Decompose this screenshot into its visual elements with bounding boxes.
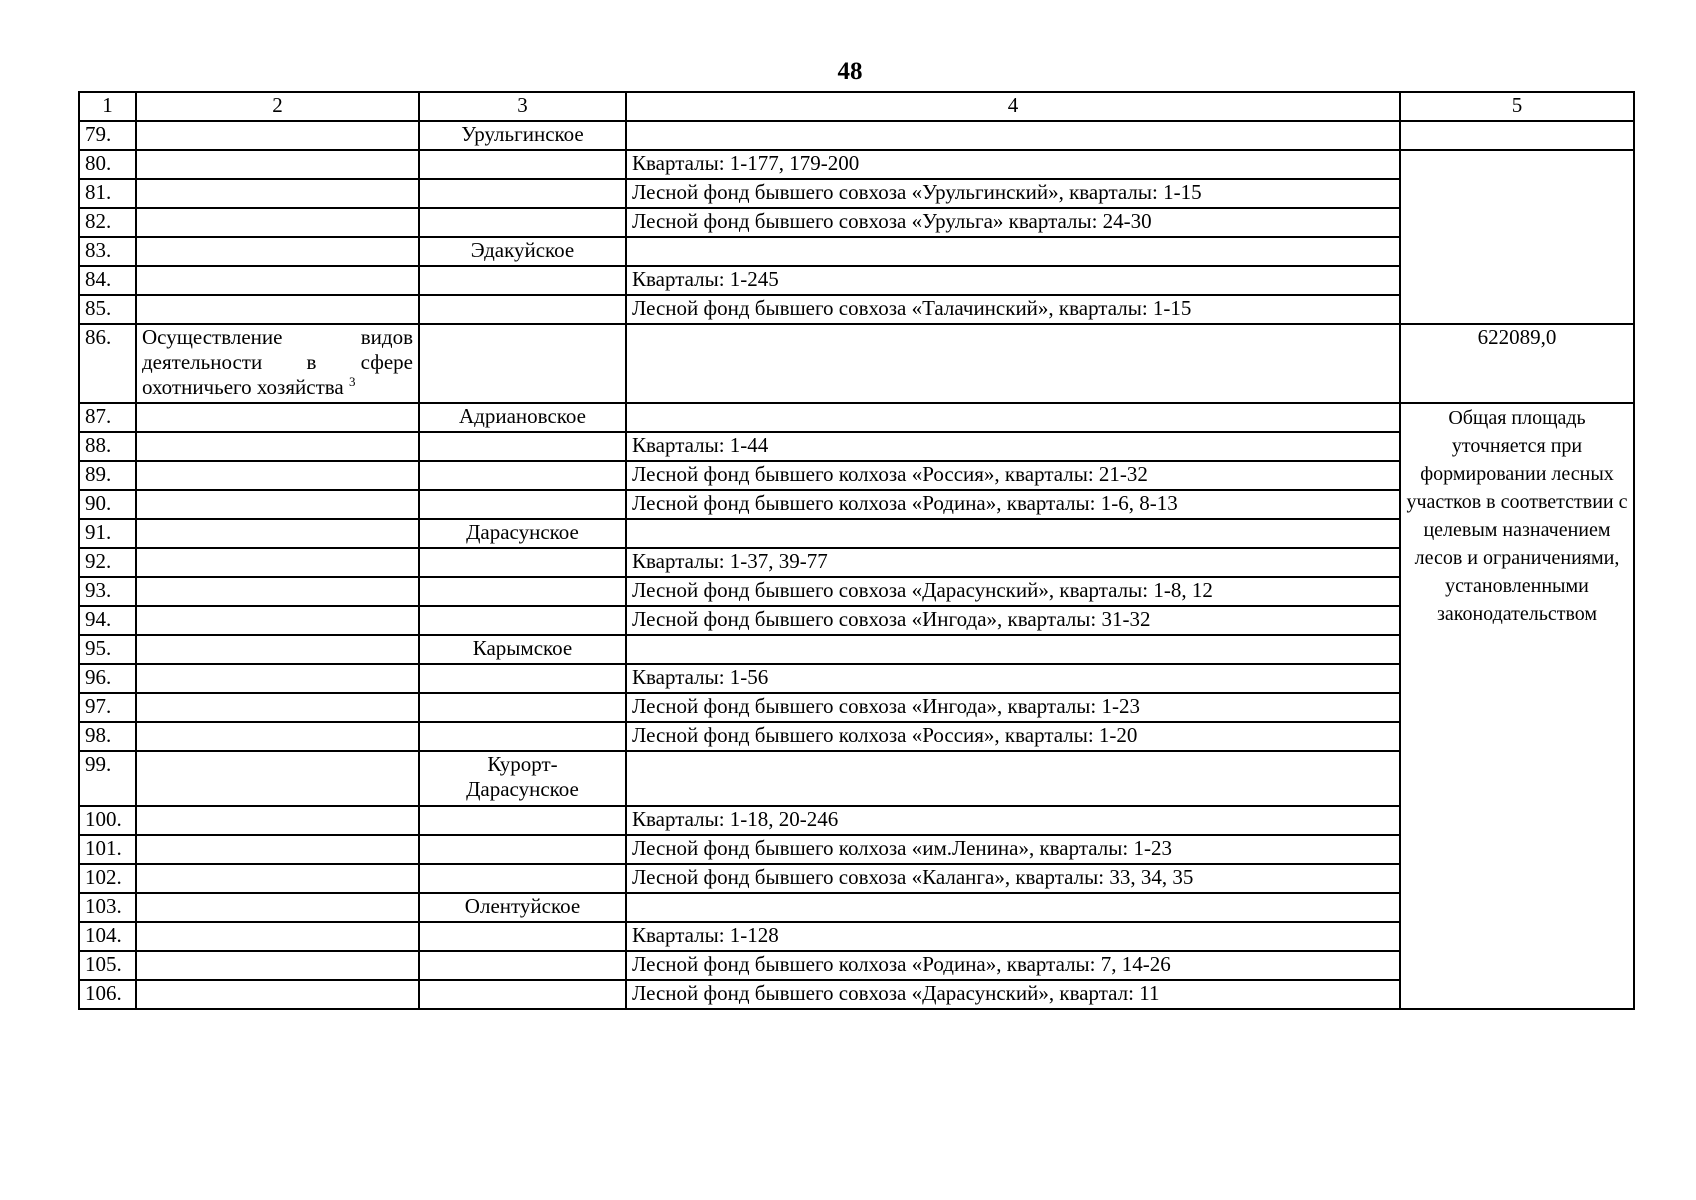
- activity-cell: [136, 864, 419, 893]
- activity-cell: [136, 835, 419, 864]
- activity-cell: [136, 951, 419, 980]
- activity-cell: [136, 519, 419, 548]
- row-number: 82.: [79, 208, 136, 237]
- description-cell: Лесной фонд бывшего совхоза «Ингода», кварталы: 1-23: [626, 693, 1400, 722]
- description-cell: Кварталы: 1-177, 179-200: [626, 150, 1400, 179]
- forestry-cell: [419, 722, 626, 751]
- footnote-mark: 3: [348, 374, 356, 389]
- description-cell: Кварталы: 1-37, 39-77: [626, 548, 1400, 577]
- header-col-5: 5: [1400, 92, 1634, 121]
- activity-cell: [136, 806, 419, 835]
- row-number: 92.: [79, 548, 136, 577]
- row-number: 103.: [79, 893, 136, 922]
- forestry-cell: [419, 208, 626, 237]
- row-number: 79.: [79, 121, 136, 150]
- row-number: 81.: [79, 179, 136, 208]
- row-number: 98.: [79, 722, 136, 751]
- activity-cell: [136, 635, 419, 664]
- description-cell: Кварталы: 1-18, 20-246: [626, 806, 1400, 835]
- row-number: 94.: [79, 606, 136, 635]
- activity-cell: [136, 893, 419, 922]
- forestry-cell: [419, 951, 626, 980]
- area-value: 622089,0: [1400, 324, 1634, 403]
- row-number: 91.: [79, 519, 136, 548]
- row-number: 88.: [79, 432, 136, 461]
- description-cell: Лесной фонд бывшего совхоза «Талачинский», кварталы: 1-15: [626, 295, 1400, 324]
- forestry-cell: [419, 693, 626, 722]
- activity-cell: [136, 324, 419, 403]
- forestry-cell: [419, 432, 626, 461]
- activity-cell: [136, 432, 419, 461]
- row-number: 85.: [79, 295, 136, 324]
- forestry-cell: [419, 295, 626, 324]
- row-number: 90.: [79, 490, 136, 519]
- description-cell: [626, 237, 1400, 266]
- description-cell: Лесной фонд бывшего колхоза «им.Ленина», кварталы: 1-23: [626, 835, 1400, 864]
- row-number: 87.: [79, 403, 136, 432]
- area-note: Общая площадь уточняется при формировании лесных участков в соответствии с целевым назначением лесов и ограничениями, установленными законодательством: [1400, 403, 1634, 1009]
- description-cell: Лесной фонд бывшего колхоза «Родина», кварталы: 1-6, 8-13: [626, 490, 1400, 519]
- activity-cell: [136, 980, 419, 1009]
- table-row: [79, 121, 1634, 150]
- activity-cell: [136, 461, 419, 490]
- activity-cell: [136, 751, 419, 806]
- forestry-cell: Карымское: [419, 635, 626, 664]
- table-row: [79, 150, 1634, 179]
- activity-cell: [136, 208, 419, 237]
- description-cell: Кварталы: 1-245: [626, 266, 1400, 295]
- table-row: [79, 403, 1634, 432]
- forestry-cell: [419, 461, 626, 490]
- row-number: 89.: [79, 461, 136, 490]
- activity-cell: [136, 266, 419, 295]
- forestry-cell: Дарасунское: [419, 519, 626, 548]
- forestry-cell: Олентуйское: [419, 893, 626, 922]
- description-cell: Лесной фонд бывшего совхоза «Дарасунский», кварталы: 1-8, 12: [626, 577, 1400, 606]
- forestry-cell: [419, 835, 626, 864]
- activity-cell: [136, 179, 419, 208]
- header-col-3: 3: [419, 92, 626, 121]
- description-cell: [626, 893, 1400, 922]
- row-number: 101.: [79, 835, 136, 864]
- description-cell: [626, 519, 1400, 548]
- description-cell: [626, 324, 1400, 403]
- header-row: [79, 92, 1634, 121]
- row-number: 100.: [79, 806, 136, 835]
- page-number: 48: [837, 58, 863, 85]
- description-cell: Кварталы: 1-44: [626, 432, 1400, 461]
- description-cell: [626, 635, 1400, 664]
- description-cell: Лесной фонд бывшего совхоза «Урульга» кварталы: 24-30: [626, 208, 1400, 237]
- description-cell: Лесной фонд бывшего совхоза «Урульгинский», кварталы: 1-15: [626, 179, 1400, 208]
- row-number: 95.: [79, 635, 136, 664]
- forestry-cell: [419, 179, 626, 208]
- activity-cell: [136, 121, 419, 150]
- activity-cell: [136, 577, 419, 606]
- row-number: 84.: [79, 266, 136, 295]
- description-cell: Лесной фонд бывшего совхоза «Дарасунский», квартал: 11: [626, 980, 1400, 1009]
- forestry-cell: Адриановское: [419, 403, 626, 432]
- description-cell: [626, 121, 1400, 150]
- row-number: 99.: [79, 751, 136, 806]
- description-cell: Лесной фонд бывшего колхоза «Россия», кварталы: 21-32: [626, 461, 1400, 490]
- activity-cell: [136, 548, 419, 577]
- forestry-cell: [419, 266, 626, 295]
- row-number: 97.: [79, 693, 136, 722]
- forestry-cell: [419, 664, 626, 693]
- row-number: 104.: [79, 922, 136, 951]
- activity-cell: [136, 295, 419, 324]
- header-col-2: 2: [136, 92, 419, 121]
- description-cell: [626, 403, 1400, 432]
- row-number: 80.: [79, 150, 136, 179]
- row-number: 96.: [79, 664, 136, 693]
- forestry-cell: Эдакуйское: [419, 237, 626, 266]
- description-cell: Лесной фонд бывшего колхоза «Россия», кварталы: 1-20: [626, 722, 1400, 751]
- forestry-cell: [419, 922, 626, 951]
- row-number: 106.: [79, 980, 136, 1009]
- activity-cell: [136, 403, 419, 432]
- header-col-1: 1: [79, 92, 136, 121]
- description-cell: Кварталы: 1-128: [626, 922, 1400, 951]
- forestry-cell: Урульгинское: [419, 121, 626, 150]
- activity-cell: [136, 722, 419, 751]
- activity-cell: [136, 922, 419, 951]
- row-number: 93.: [79, 577, 136, 606]
- activity-cell: [136, 664, 419, 693]
- forestry-cell: [419, 606, 626, 635]
- row-number: 102.: [79, 864, 136, 893]
- forestry-cell: [419, 490, 626, 519]
- forestry-cell: Курорт-Дарасунское: [419, 751, 626, 806]
- row-number: 86.: [79, 324, 136, 403]
- activity-cell: [136, 490, 419, 519]
- activity-text: Осуществление видов деятельности в сфере охотничьего хозяйства: [142, 325, 413, 399]
- forestry-cell: [419, 864, 626, 893]
- description-cell: [626, 751, 1400, 806]
- area-cell-merged: [1400, 150, 1634, 324]
- activity-cell: [136, 693, 419, 722]
- description-cell: Лесной фонд бывшего колхоза «Родина», кварталы: 7, 14-26: [626, 951, 1400, 980]
- header-col-4: 4: [626, 92, 1400, 121]
- table-row: [79, 324, 1634, 403]
- row-number: 83.: [79, 237, 136, 266]
- forestry-cell: [419, 324, 626, 403]
- forestry-cell: [419, 980, 626, 1009]
- activity-cell: [136, 237, 419, 266]
- description-cell: Кварталы: 1-56: [626, 664, 1400, 693]
- forestry-cell: [419, 577, 626, 606]
- row-number: 105.: [79, 951, 136, 980]
- forestry-cell: [419, 548, 626, 577]
- description-cell: Лесной фонд бывшего совхоза «Ингода», кварталы: 31-32: [626, 606, 1400, 635]
- forestry-cell: [419, 806, 626, 835]
- forest-areas-table: [78, 91, 1635, 1010]
- forestry-cell: [419, 150, 626, 179]
- description-cell: Лесной фонд бывшего совхоза «Каланга», кварталы: 33, 34, 35: [626, 864, 1400, 893]
- area-cell: [1400, 121, 1634, 150]
- activity-cell: [136, 150, 419, 179]
- activity-cell: [136, 606, 419, 635]
